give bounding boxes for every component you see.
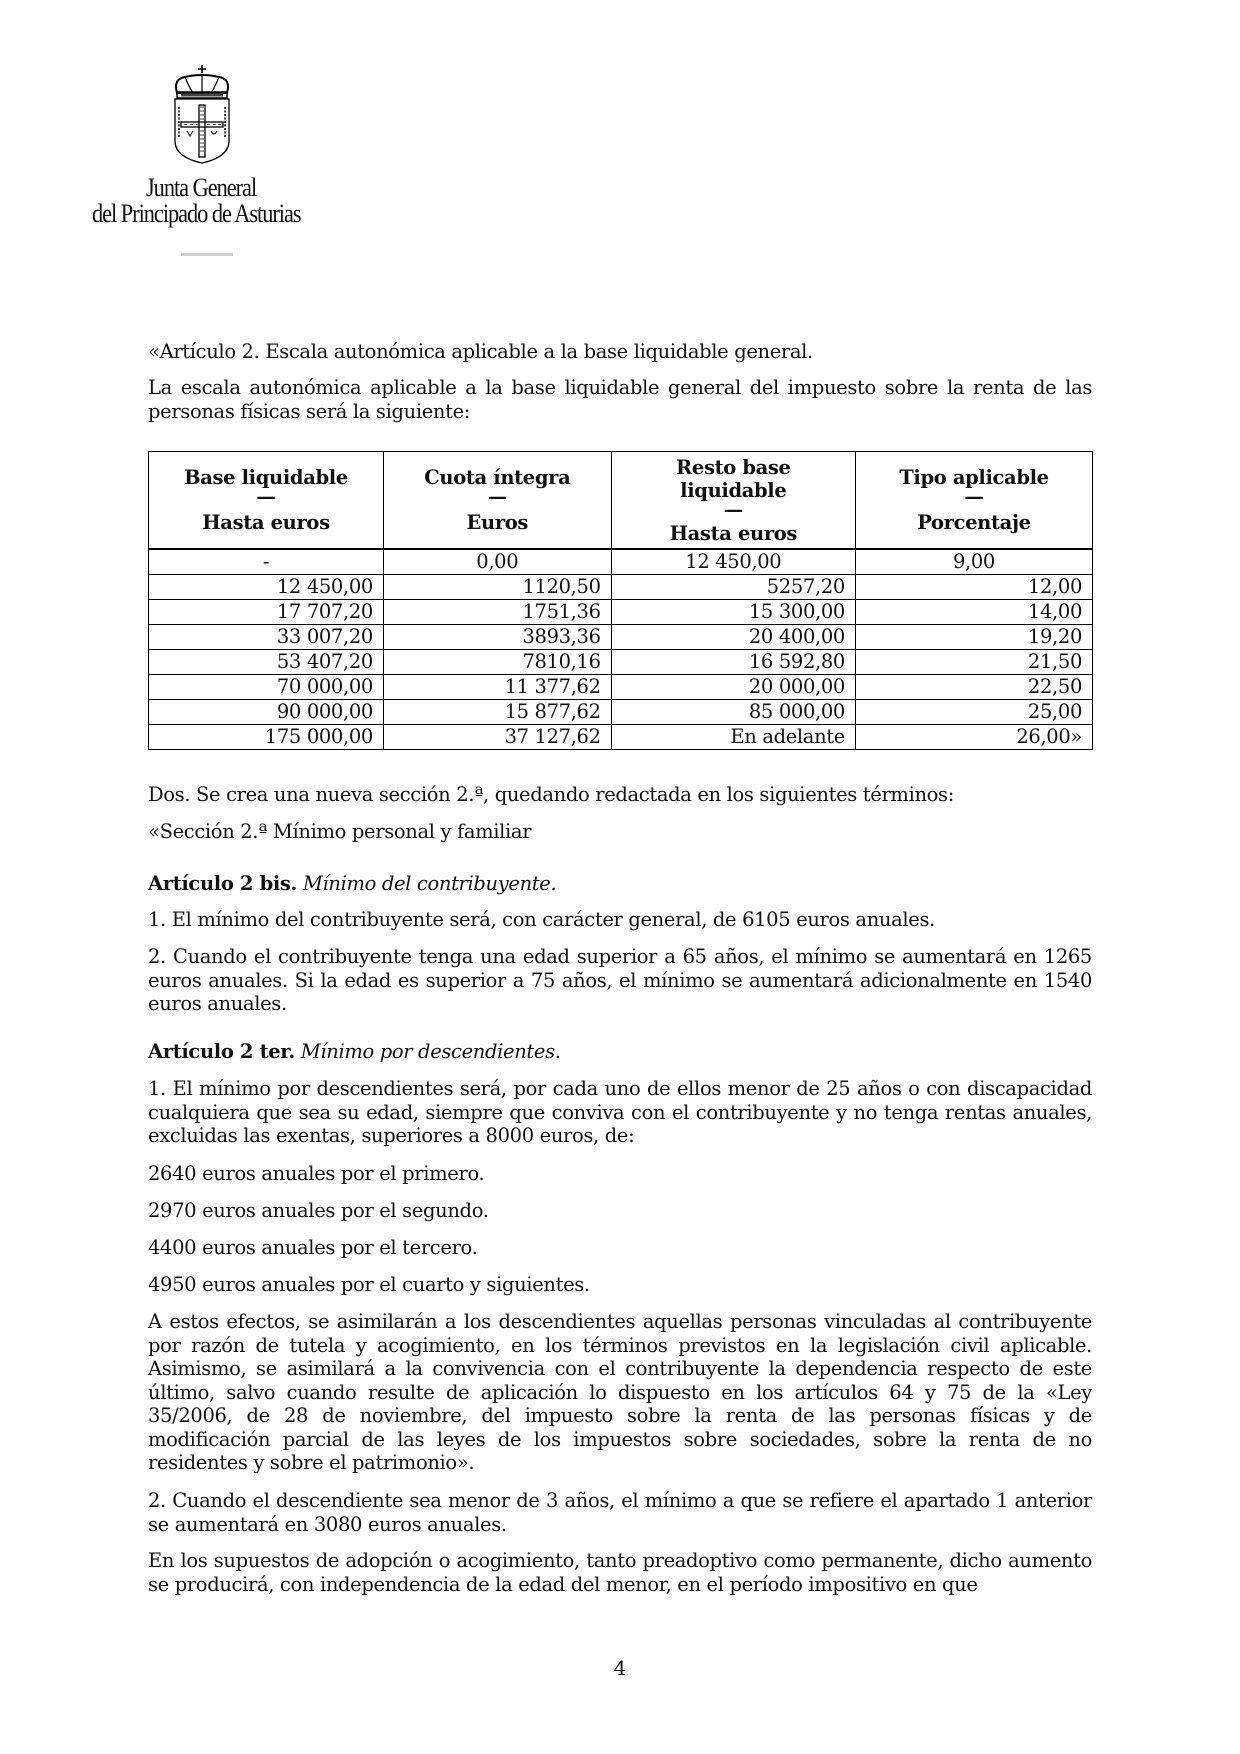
- tax-scale-table: [148, 451, 1093, 750]
- article-2-ter-label: Artículo 2 ter.: [148, 1040, 295, 1063]
- table-row: [149, 549, 1093, 575]
- column-header-tipo-aplicable: Tipo aplicable — Porcentaje: [855, 452, 1092, 550]
- cell-resto: 12 450,00: [611, 549, 855, 575]
- list-item: 4950 euros anuales por el cuarto y siguientes.: [148, 1273, 590, 1296]
- article-2-bis-p2: 2. Cuando el contribuyente tenga una edad superior a 65 años, el mínimo se aumentará en 1265 euros anuales. Si la edad es superior a 75 años, el mínimo se aumentará adicionalmente en 1540 euros anuales.: [148, 945, 1092, 1015]
- cell-resto: 16 592,80: [611, 650, 855, 675]
- article-2-ter-p3: En los supuestos de adopción o acogimiento, tanto preadoptivo como permanente, dicho aumento se producirá, con independencia de la edad del menor, en el período impositivo en que: [148, 1549, 1092, 1596]
- article-2-ter-p1: 1. El mínimo por descendientes será, por cada uno de ellos menor de 25 años o con discapacidad cualquiera que sea su edad, siempre que conviva con el contribuyente y no tenga rentas anuales, excluidas las exentas, superiores a 8000 euros, de:: [148, 1077, 1092, 1147]
- table-row: [149, 625, 1093, 650]
- logo-text-line2: del Principado de Asturias: [92, 199, 301, 228]
- cell-resto: En adelante: [611, 725, 855, 750]
- cell-base: 175 000,00: [149, 725, 384, 750]
- table-row: [149, 650, 1093, 675]
- column-header-cuota-integra: Cuota íntegra — Euros: [383, 452, 611, 550]
- cell-base: 70 000,00: [149, 675, 384, 700]
- table-row: [149, 575, 1093, 600]
- cell-resto: 85 000,00: [611, 700, 855, 725]
- list-item: 4400 euros anuales por el tercero.: [148, 1236, 478, 1259]
- list-item: 2970 euros anuales por el segundo.: [148, 1199, 489, 1222]
- article-2-bis-title: Mínimo del contribuyente.: [302, 872, 557, 895]
- page-number: 4: [613, 1656, 627, 1680]
- cell-tipo: 19,20: [855, 625, 1092, 650]
- cell-tipo: 12,00: [855, 575, 1092, 600]
- cell-cuota: 15 877,62: [383, 700, 611, 725]
- table-row: [149, 700, 1093, 725]
- article-2-ter-efectos: A estos efectos, se asimilarán a los descendientes aquellas personas vinculadas al contribuyente por razón de tutela y acogimiento, en los términos previstos en la legislación civil aplicable. Asimismo, se asimilará a la convivencia con el contribuyente la dependencia respecto de este último, salvo cuando resulte de aplicación lo dispuesto en los artículos 64 y 75 de la «Ley 35/2006, de 28 de noviembre, del impuesto sobre la renta de las personas físicas y de modificación parcial de las leyes de los impuestos sobre sociedades, sobre la renta de no residentes y sobre el patrimonio».: [148, 1310, 1092, 1474]
- cell-base: 17 707,20: [149, 600, 384, 625]
- cell-cuota: 11 377,62: [383, 675, 611, 700]
- cell-tipo: 9,00: [855, 549, 1092, 575]
- article-2-bis-label: Artículo 2 bis.: [148, 872, 297, 895]
- cell-tipo: 26,00»: [855, 725, 1092, 750]
- article-2-ter-heading: [148, 1040, 1092, 1064]
- article-2-bis-p1: 1. El mínimo del contribuyente será, con carácter general, de 6105 euros anuales.: [148, 908, 935, 931]
- cell-cuota: 1120,50: [383, 575, 611, 600]
- cell-cuota: 7810,16: [383, 650, 611, 675]
- cell-base: 12 450,00: [149, 575, 384, 600]
- table-row: [149, 600, 1093, 625]
- cell-resto: 5257,20: [611, 575, 855, 600]
- logo-text-line1: Junta General: [146, 173, 257, 202]
- article-2-ter-p2: 2. Cuando el descendiente sea menor de 3 años, el mínimo a que se refiere el apartado 1 anterior se aumentará en 3080 euros anuales.: [148, 1489, 1092, 1536]
- institution-logo: [90, 65, 330, 228]
- cell-tipo: 14,00: [855, 600, 1092, 625]
- table-row: [149, 725, 1093, 750]
- article-2-ter-title: Mínimo por descendientes.: [300, 1040, 561, 1063]
- article-2-lead: La escala autonómica aplicable a la base liquidable general del impuesto sobre la renta de las personas físicas será la siguiente:: [148, 376, 1092, 423]
- cell-base: 53 407,20: [149, 650, 384, 675]
- cell-resto: 15 300,00: [611, 600, 855, 625]
- cell-tipo: 25,00: [855, 700, 1092, 725]
- cell-resto: 20 000,00: [611, 675, 855, 700]
- cell-cuota: 3893,36: [383, 625, 611, 650]
- cell-tipo: 21,50: [855, 650, 1092, 675]
- column-header-resto-base: Resto base liquidable — Hasta euros: [611, 452, 855, 550]
- article-2-bis-heading: [148, 872, 1092, 896]
- logo-divider: [181, 253, 233, 256]
- cell-base: 90 000,00: [149, 700, 384, 725]
- list-item: 2640 euros anuales por el primero.: [148, 1162, 485, 1185]
- article-2-title: «Artículo 2. Escala autonómica aplicable a la base liquidable general.: [148, 340, 813, 363]
- cell-tipo: 22,50: [855, 675, 1092, 700]
- table-row: [149, 675, 1093, 700]
- cell-base: 33 007,20: [149, 625, 384, 650]
- section-title: «Sección 2.ª Mínimo personal y familiar: [148, 820, 532, 843]
- cell-base: -: [149, 549, 384, 575]
- section-dos-text: Dos. Se crea una nueva sección 2.ª, quedando redactada en los siguientes términos:: [148, 783, 954, 806]
- cell-resto: 20 400,00: [611, 625, 855, 650]
- table-header-row: [149, 452, 1093, 550]
- column-header-base-liquidable: Base liquidable — Hasta euros: [149, 452, 384, 550]
- cell-cuota: 1751,36: [383, 600, 611, 625]
- asturias-coat-of-arms-icon: [167, 65, 237, 165]
- cell-cuota: 37 127,62: [383, 725, 611, 750]
- cell-cuota: 0,00: [383, 549, 611, 575]
